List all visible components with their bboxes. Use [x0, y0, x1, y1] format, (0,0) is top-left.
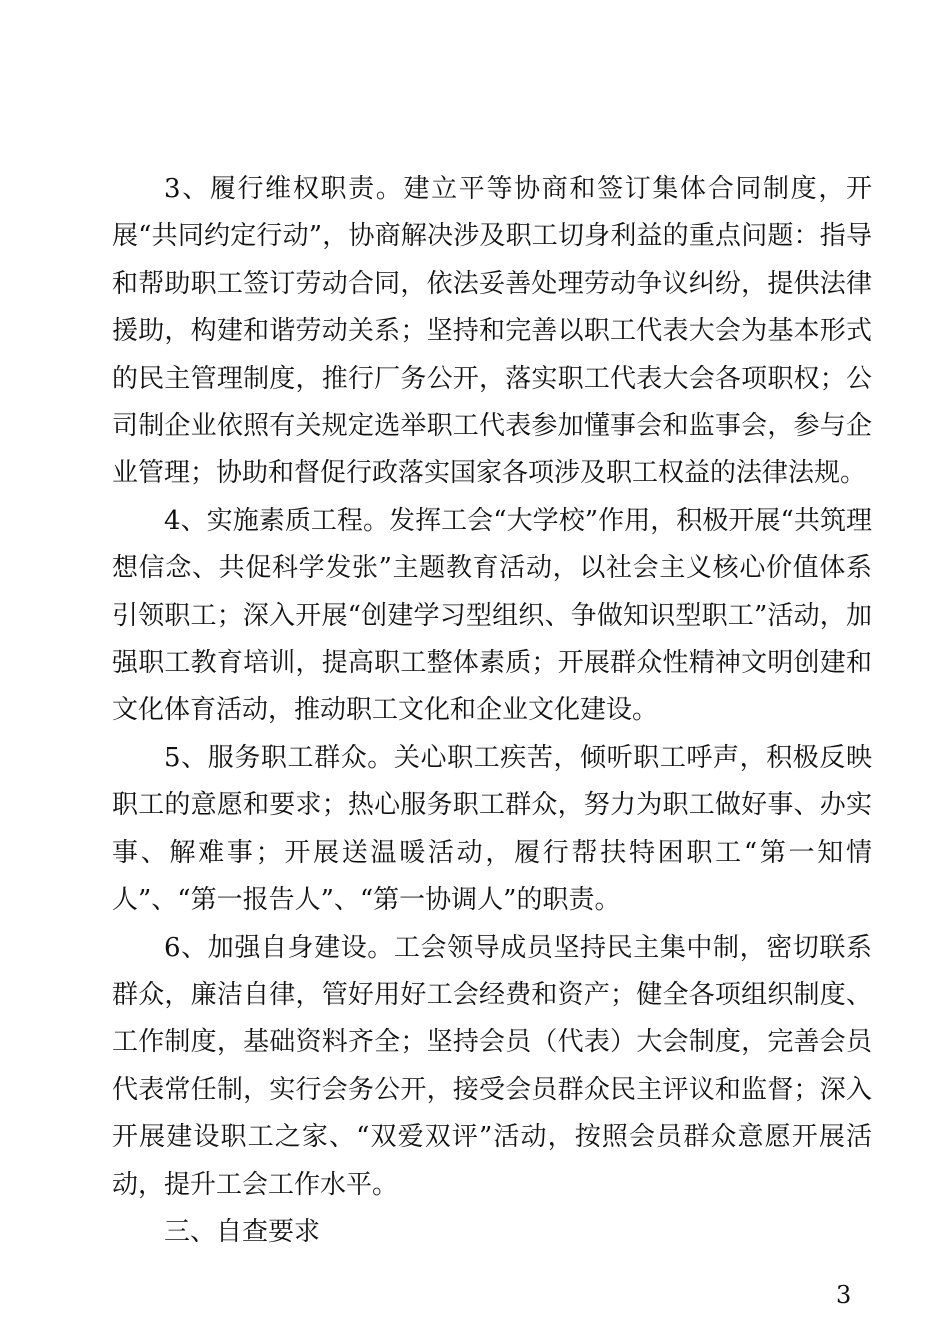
- paragraph-quality-project: 4、实施素质工程。发挥工会“大学校”作用，积极开展“共筑理想信念、共促科学发张”主题教育活动，以社会主义核心价值体系引领职工；深入开展“创建学习型组织、争做知识型职工”活动，加强职工教育培训，提高职工整体素质；开展群众性精神文明创建和文化体育活动，推动职工文化和企业文化建设。: [112, 505, 872, 726]
- paragraph-duty-rights: 3、履行维权职责。建立平等协商和签订集体合同制度，开展“共同约定行动”，协商解决涉及职工切身利益的重点问题：指导和帮助职工签订劳动合同，依法妥善处理劳动争议纠纷，提供法律援助，构建和谐劳动关系；坚持和完善以职工代表大会为基本形式的民主管理制度，推行厂务公开，落实职工代表大会各项职权；公司制企业依照有关规定选举职工代表参加懂事会和监事会，参与企业管理；协助和督促行政落实国家各项涉及职工权益的法律法规。: [112, 174, 872, 489]
- page-number: 3: [836, 1281, 852, 1309]
- paragraph-serve-workers: 5、服务职工群众。关心职工疾苦，倾听职工呼声，积极反映职工的意愿和要求；热心服务职工群众，努力为职工做好事、办实事、解难事；开展送温暖活动，履行帮扶特困职工“第一知情人”、“第一报告人”、“第一协调人”的职责。: [112, 742, 872, 916]
- paragraph-self-building: 6、加强自身建设。工会领导成员坚持民主集中制，密切联系群众，廉洁自律，管好用好工会经费和资产；健全各项组织制度、工作制度，基础资料齐全；坚持会员（代表）大会制度，完善会员代表常任制，实行会务公开，接受会员群众民主评议和监督；深入开展建设职工之家、“双爱双评”活动，按照会员群众意愿开展活动，提升工会工作水平。: [112, 932, 872, 1200]
- document-body: [112, 166, 872, 1256]
- section-heading: 三、自查要求: [164, 1216, 321, 1247]
